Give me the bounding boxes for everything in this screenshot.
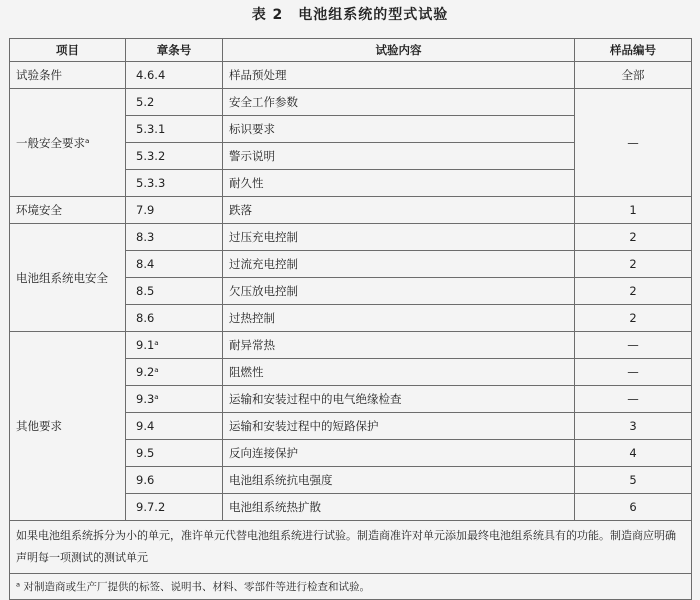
sample-cell: 5: [575, 467, 692, 494]
note-row: [10, 521, 692, 574]
clause-cell: 8.3: [126, 224, 223, 251]
clause-cell: 8.5: [126, 278, 223, 305]
sample-cell: —: [575, 359, 692, 386]
sample-cell: 1: [575, 197, 692, 224]
content-cell: 电池组系统抗电强度: [223, 467, 575, 494]
table-row: [10, 332, 692, 359]
group-label: 电池组系统电安全: [10, 224, 126, 332]
type-test-table: [9, 38, 692, 600]
sample-cell: 2: [575, 224, 692, 251]
table-note: 如果电池组系统拆分为小的单元，准许单元代替电池组系统进行试验。制造商准许对单元添加最终电池组系统具有的功能。制造商应明确声明每一项测试的测试单元: [10, 521, 692, 574]
clause-cell: 8.4: [126, 251, 223, 278]
content-cell: 警示说明: [223, 143, 575, 170]
clause-cell: 5.3.3: [126, 170, 223, 197]
clause-cell: 9.1ᵃ: [126, 332, 223, 359]
content-cell: 过热控制: [223, 305, 575, 332]
header-clause: 章条号: [126, 39, 223, 62]
sample-cell: —: [575, 332, 692, 359]
clause-cell: 9.4: [126, 413, 223, 440]
content-cell: 耐异常热: [223, 332, 575, 359]
clause-cell: 5.2: [126, 89, 223, 116]
clause-cell: 9.2ᵃ: [126, 359, 223, 386]
content-cell: 样品预处理: [223, 62, 575, 89]
header-row: [10, 39, 692, 62]
clause-cell: 9.6: [126, 467, 223, 494]
table-row: [10, 89, 692, 116]
content-cell: 标识要求: [223, 116, 575, 143]
content-cell: 运输和安装过程中的短路保护: [223, 413, 575, 440]
content-cell: 耐久性: [223, 170, 575, 197]
content-cell: 运输和安装过程中的电气绝缘检查: [223, 386, 575, 413]
sample-cell: 2: [575, 278, 692, 305]
content-cell: 跌落: [223, 197, 575, 224]
content-cell: 过压充电控制: [223, 224, 575, 251]
group-label: 一般安全要求ᵃ: [10, 89, 126, 197]
header-sample: 样品编号: [575, 39, 692, 62]
clause-cell: 9.5: [126, 440, 223, 467]
content-cell: 过流充电控制: [223, 251, 575, 278]
table-row: [10, 224, 692, 251]
table-row: [10, 62, 692, 89]
clause-cell: 4.6.4: [126, 62, 223, 89]
table-row: [10, 197, 692, 224]
clause-cell: 9.7.2: [126, 494, 223, 521]
group-label: 环境安全: [10, 197, 126, 224]
sample-cell: 2: [575, 251, 692, 278]
header-item: 项目: [10, 39, 126, 62]
sample-cell: 4: [575, 440, 692, 467]
clause-cell: 5.3.1: [126, 116, 223, 143]
group-label: 其他要求: [10, 332, 126, 521]
clause-cell: 9.3ᵃ: [126, 386, 223, 413]
table-footnote: ᵃ 对制造商或生产厂提供的标签、说明书、材料、零部件等进行检查和试验。: [10, 574, 692, 600]
sample-cell: —: [575, 386, 692, 413]
content-cell: 欠压放电控制: [223, 278, 575, 305]
clause-cell: 5.3.2: [126, 143, 223, 170]
sample-cell: 6: [575, 494, 692, 521]
clause-cell: 8.6: [126, 305, 223, 332]
sample-cell: 3: [575, 413, 692, 440]
content-cell: 反向连接保护: [223, 440, 575, 467]
header-content: 试验内容: [223, 39, 575, 62]
clause-cell: 7.9: [126, 197, 223, 224]
content-cell: 安全工作参数: [223, 89, 575, 116]
footnote-row: [10, 574, 692, 600]
sample-cell: —: [575, 89, 692, 197]
group-label: 试验条件: [10, 62, 126, 89]
content-cell: 电池组系统热扩散: [223, 494, 575, 521]
sample-cell: 2: [575, 305, 692, 332]
content-cell: 阻燃性: [223, 359, 575, 386]
table-title: 表 2 电池组系统的型式试验: [251, 7, 449, 23]
sample-cell: 全部: [575, 62, 692, 89]
